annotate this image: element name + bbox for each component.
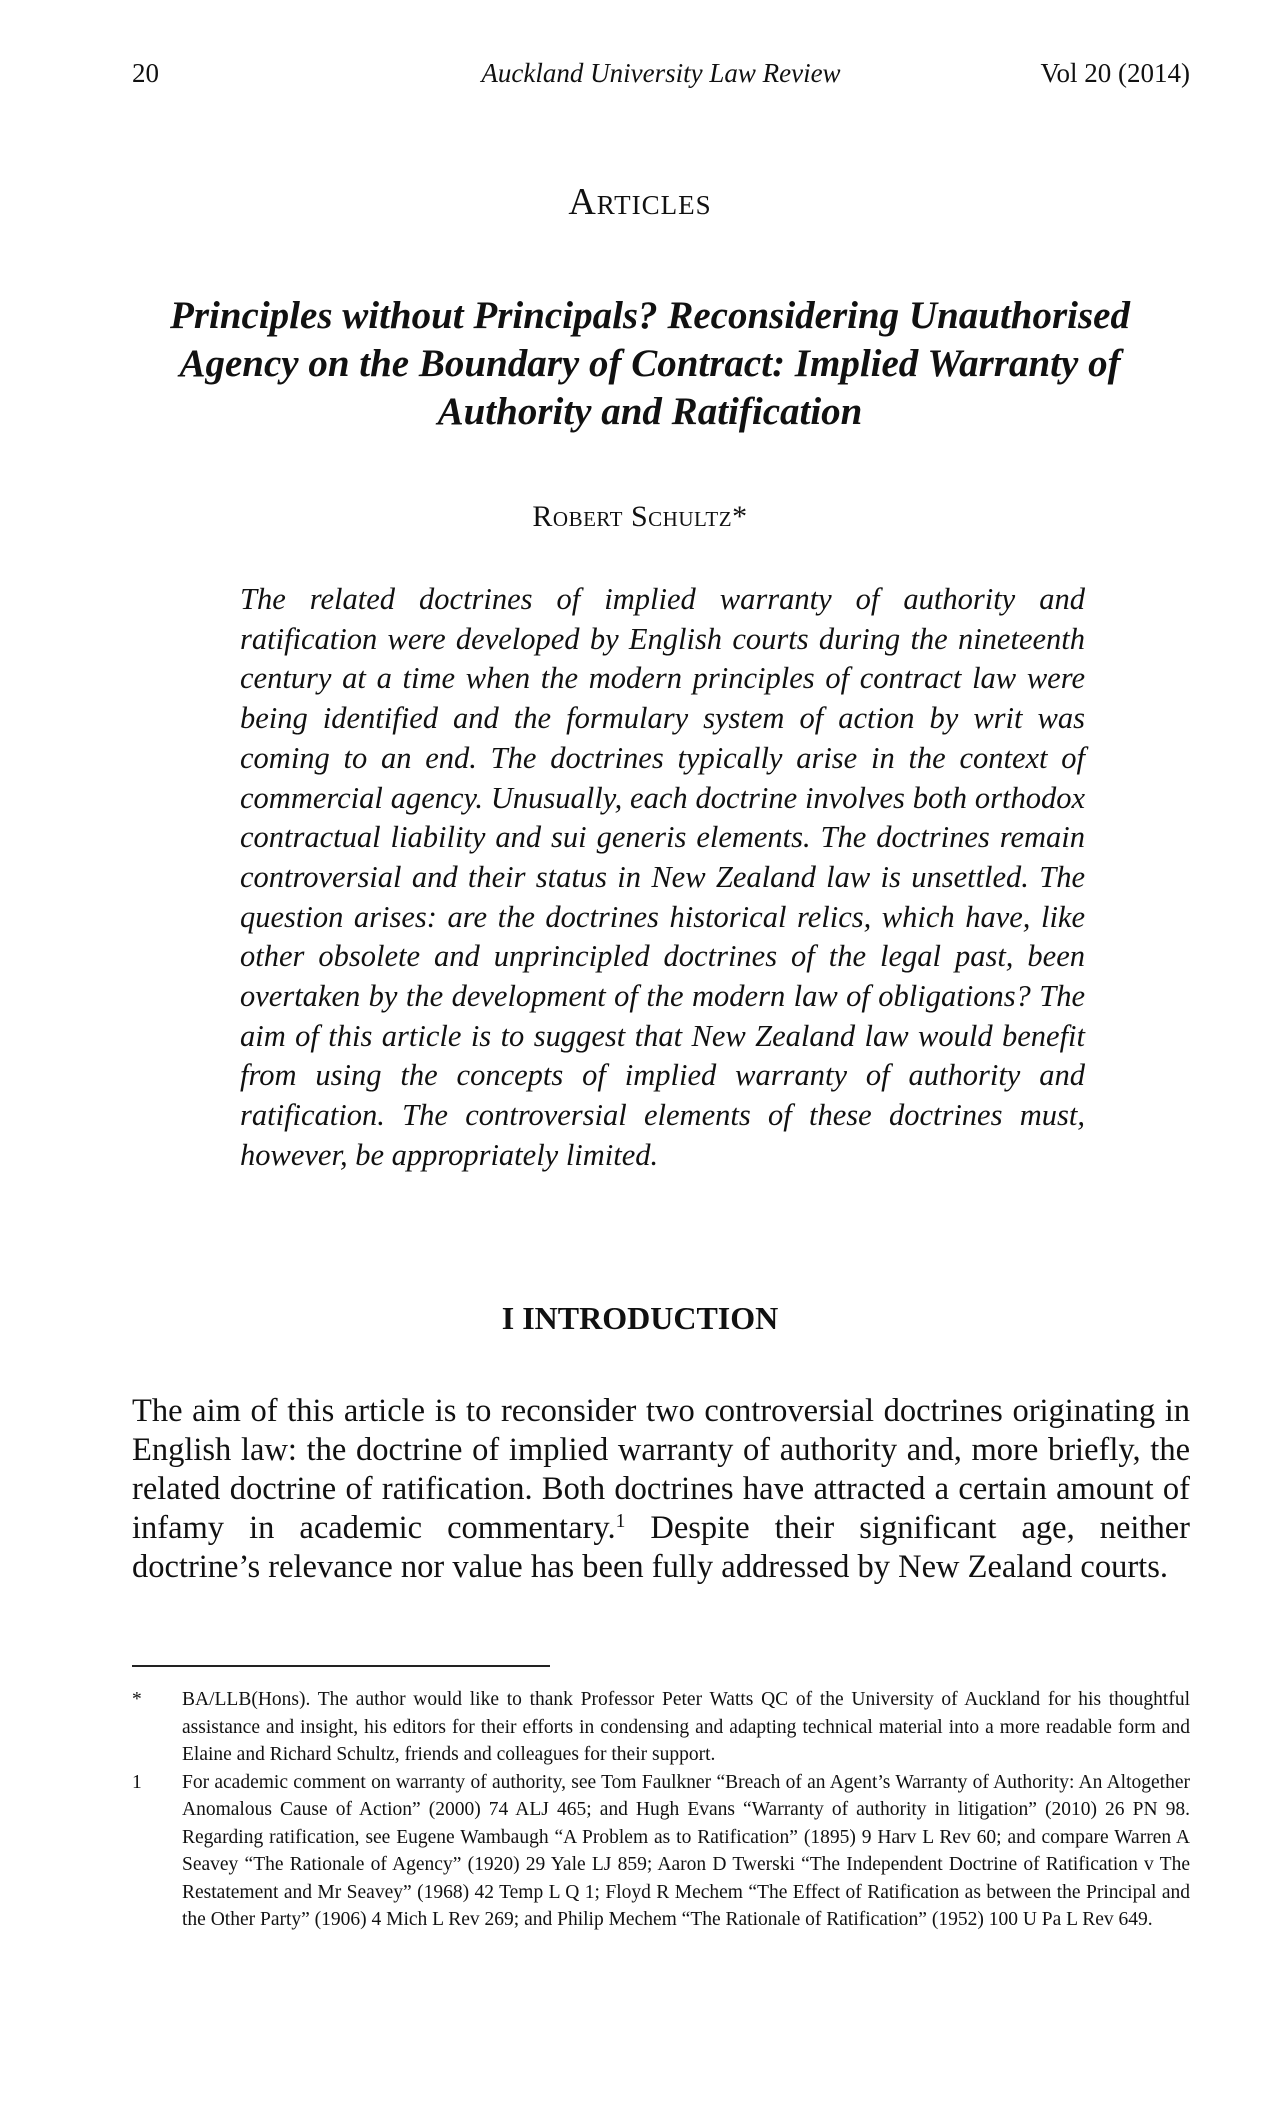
footnote-text: For academic comment on warranty of authority, see Tom Faulkner “Breach of an Agent’s Warranty of Authority: An Altogether Anomalous Cause of Action” (2000) 74 ALJ 465; and Hugh Evans “Warranty of authority in litigation” (2010) 26 PN 98. Regarding ratification, see Eugene Wambaugh “A Problem as to Ratification” (1895) 9 Harv L Rev 60; and compare Warren A Seavey “The Rationale of Agency” (1920) 29 Yale LJ 859; Aaron D Twerski “The Independent Doctrine of Ratification v The Restatement and Mr Seavey” (1968) 42 Temp L Q 1; Floyd R Mechem “The Effect of Ratification as between the Principal and the Other Party” (1906) 4 Mich L Rev 269; and Philip Mechem “The Rationale of Ratification” (1952) 100 U Pa L Rev 649. — [182, 1771, 1190, 1930]
author-name: Robert Schultz — [532, 500, 733, 533]
footnote-mark: 1 — [132, 1771, 142, 1793]
footnote-text: BA/LLB(Hons). The author would like to thank Professor Peter Watts QC of the University of Auckland for his thoughtful assistance and insight, his editors for their efforts in condensing and adapting technical material into a more readable form and Elaine and Richard Schultz, friends and colleagues for their support. — [182, 1689, 1190, 1765]
section-kicker: Articles — [568, 181, 712, 223]
running-head — [132, 58, 1190, 98]
journal-title: Auckland University Law Review — [481, 58, 841, 88]
page-number: 20 — [132, 58, 159, 88]
footnote-mark: * — [132, 1689, 142, 1710]
footnote-reference: 1 — [615, 1511, 626, 1533]
footnote-separator — [132, 1665, 550, 1667]
section-heading: I INTRODUCTION — [501, 1300, 779, 1336]
author-line — [0, 500, 1280, 534]
article-title: Principles without Principals? Reconsidering Unauthorised Agency on the Boundary of Contract: Implied Warranty of Authority and Ratification — [170, 294, 1130, 433]
volume-info: Vol 20 (2014) — [1040, 58, 1190, 88]
abstract: The related doctrines of implied warranty of authority and ratification were developed by English courts during the nineteenth century at a time when the modern principles of contract law were being identified and the formulary system of action by writ was coming to an end. The doctrines typically arise in the context of commercial agency. Unusually, each doctrine involves both orthodox contractual liability and sui generis elements. The doctrines remain controversial and their status in New Zealand law is unsettled. The question arises: are the doctrines historical relics, which have, like other obsolete and unprincipled doctrines of the legal past, been overtaken by the development of the modern law of obligations? The aim of this article is to suggest that New Zealand law would benefit from using the concepts of implied warranty of authority and ratification. The controversial elements of these doctrines must, however, be appropriately limited. — [240, 582, 1085, 1172]
body-text-part2: Despite their significant age, neither doctrine’s relevance nor value has been fully addressed by New Zealand courts. — [132, 1510, 1190, 1585]
body-text-part1: The aim of this article is to reconsider two controversial doctrines originating in English law: the doctrine of implied warranty of authority and, more briefly, the related doctrine of ratification. Both doctrines have attracted a certain amount of infamy in academic commentary. — [132, 1393, 1190, 1546]
footnote-author — [132, 1686, 1190, 1769]
footnote-1 — [132, 1769, 1190, 1934]
body-paragraph — [132, 1392, 1190, 1587]
footnotes — [132, 1686, 1190, 1934]
author-footnote-marker: * — [732, 500, 748, 533]
